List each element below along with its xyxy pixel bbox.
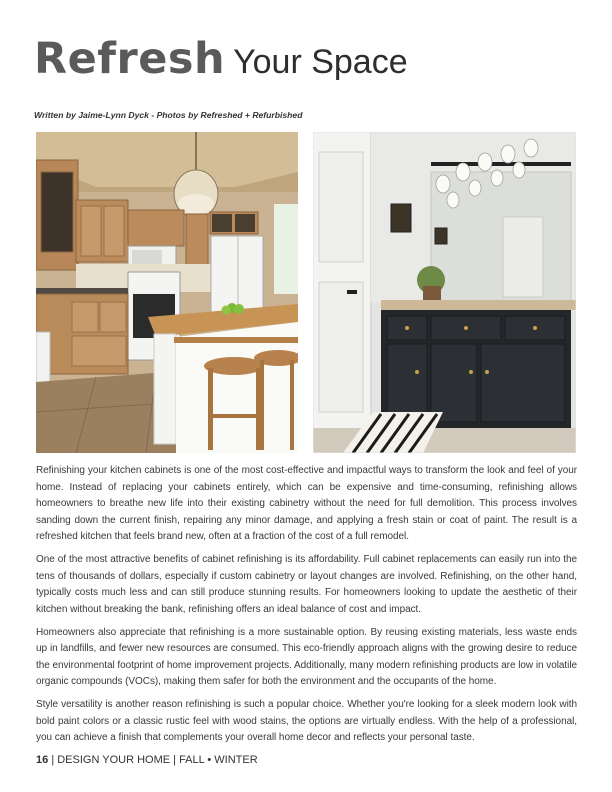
bathroom-vanity-image-icon bbox=[313, 132, 576, 453]
headline-light: Your Space bbox=[233, 43, 408, 81]
kitchen-photo bbox=[36, 132, 298, 453]
article-paragraph-2: One of the most attractive benefits of cabinet refinishing is its affordability. Full cabinet replacements can easily run into the tens of thousands of dollars, especially if custom cabinetry or layout changes are involved. Refinishing, on the other hand, typically costs much less and can still produce stunning results. For homeowners looking to update the aesthetic of their kitchen without breaking the bank, refinishing offers an ideal balance of cost and impact. bbox=[36, 554, 577, 615]
article-paragraph-4: Style versatility is another reason refinishing is such a popular choice. Whether you're looking for a sleek modern look with bold paint colors or a classic rustic feel with wood stains, the options are virtually endless. With the help of a professional, you can achieve a finish that complements your overall home decor and reflects your personal taste. bbox=[36, 699, 577, 743]
headline-bold: Refresh bbox=[34, 34, 226, 84]
kitchen-image-icon bbox=[36, 132, 298, 453]
page-footer bbox=[36, 754, 258, 766]
article-paragraph-1: Refinishing your kitchen cabinets is one of the most cost-effective and impactful ways to transform the look and feel of your home. Instead of replacing your cabinets entirely, which can be expensive and time-consuming, refinishing allows homeowners to breathe new life into their existing cabinetry without the need for full demolition. This process involves sanding down the current finish, repairing any minor damage, and applying a fresh stain or coat of paint. The result is a refreshed kitchen that feels brand new, often at a fraction of the cost of a full remodel. bbox=[36, 465, 577, 542]
byline: Written by Jaime-Lynn Dyck - Photos by Refreshed + Refurbished bbox=[34, 110, 303, 120]
footer-publication: | DESIGN YOUR HOME | FALL • WINTER bbox=[51, 754, 258, 766]
article-headline bbox=[34, 34, 408, 84]
article-body bbox=[36, 463, 577, 753]
page-number: 16 bbox=[36, 754, 49, 766]
bathroom-photo bbox=[313, 132, 576, 453]
article-paragraph-3: Homeowners also appreciate that refinishing is a more sustainable option. By reusing existing materials, less waste ends up in landfills, and fewer new resources are consumed. This eco-friendly approach aligns with the growing desire to reduce the environmental footprint of home improvement projects. Additionally, many modern refinishing products are low in volatile organic compounds (VOCs), making them safer for both the environment and the occupants of the home. bbox=[36, 626, 577, 687]
